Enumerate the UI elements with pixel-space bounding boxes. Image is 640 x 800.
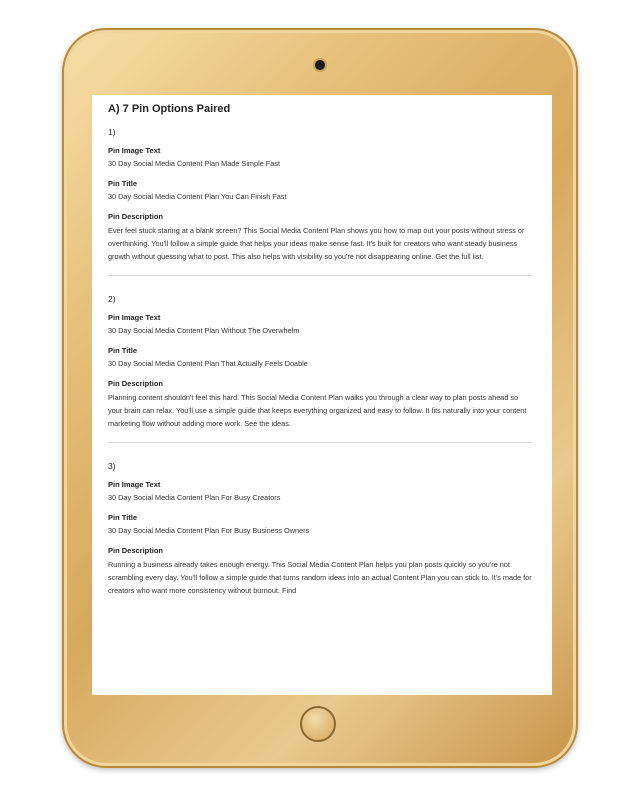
pin-image-text-label: Pin Image Text: [108, 313, 161, 322]
pin-title-label: Pin Title: [108, 513, 138, 522]
option-number: 1): [108, 127, 116, 137]
pin-description: Planning content shouldn't feel this hard. This Social Media Content Plan walks you through a clear way to plan posts ahead so your brain can relax. You'll use a simple guide that keeps everything organized and easy to follow. It fits naturally into your content marketing flow without adding more work. See the ideas.: [108, 393, 527, 428]
camera-icon: [315, 60, 325, 70]
pin-description: Ever feel stuck staring at a blank screen? This Social Media Content Plan shows you how to map out your posts without stress or overthinking. You'll follow a simple guide that helps your ideas make sense fast. It's built for creators who want steady business growth without guessing what to post. This also helps with visibility so you're not disappearing online. Get the full list.: [108, 226, 525, 261]
pin-image-text: 30 Day Social Media Content Plan For Busy Creators: [108, 493, 281, 502]
pin-option-2: [108, 294, 532, 430]
tablet-screen[interactable]: [92, 95, 552, 695]
pin-image-text: 30 Day Social Media Content Plan Without The Overwhelm: [108, 326, 300, 335]
document-title: A) 7 Pin Options Paired: [108, 103, 231, 115]
pin-title: 30 Day Social Media Content Plan For Busy Business Owners: [108, 526, 310, 535]
pin-image-text-label: Pin Image Text: [108, 146, 161, 155]
pin-image-text: 30 Day Social Media Content Plan Made Simple Fast: [108, 159, 280, 168]
pin-description: Running a business already takes enough energy. This Social Media Content Plan helps you plan posts quickly so you're not scrambling every day. You'll follow a simple guide that turns random ideas into an actual Content Plan you can stick to. It's made for creators who want more consistency without burnout. Find: [108, 560, 532, 595]
pin-image-text-label: Pin Image Text: [108, 480, 161, 489]
divider: [108, 442, 532, 443]
pin-description-label: Pin Description: [108, 212, 164, 221]
divider: [108, 275, 532, 276]
pin-description-label: Pin Description: [108, 379, 164, 388]
pin-option-3: [108, 461, 532, 597]
home-button[interactable]: [300, 706, 336, 742]
pin-title-label: Pin Title: [108, 346, 138, 355]
pin-description-label: Pin Description: [108, 546, 164, 555]
pin-title: 30 Day Social Media Content Plan You Can Finish Fast: [108, 192, 287, 201]
pin-option-1: [108, 127, 532, 263]
pin-title: 30 Day Social Media Content Plan That Actually Feels Doable: [108, 359, 308, 368]
option-number: 3): [108, 461, 116, 471]
document-content: [92, 95, 552, 597]
option-number: 2): [108, 294, 116, 304]
pin-title-label: Pin Title: [108, 179, 138, 188]
